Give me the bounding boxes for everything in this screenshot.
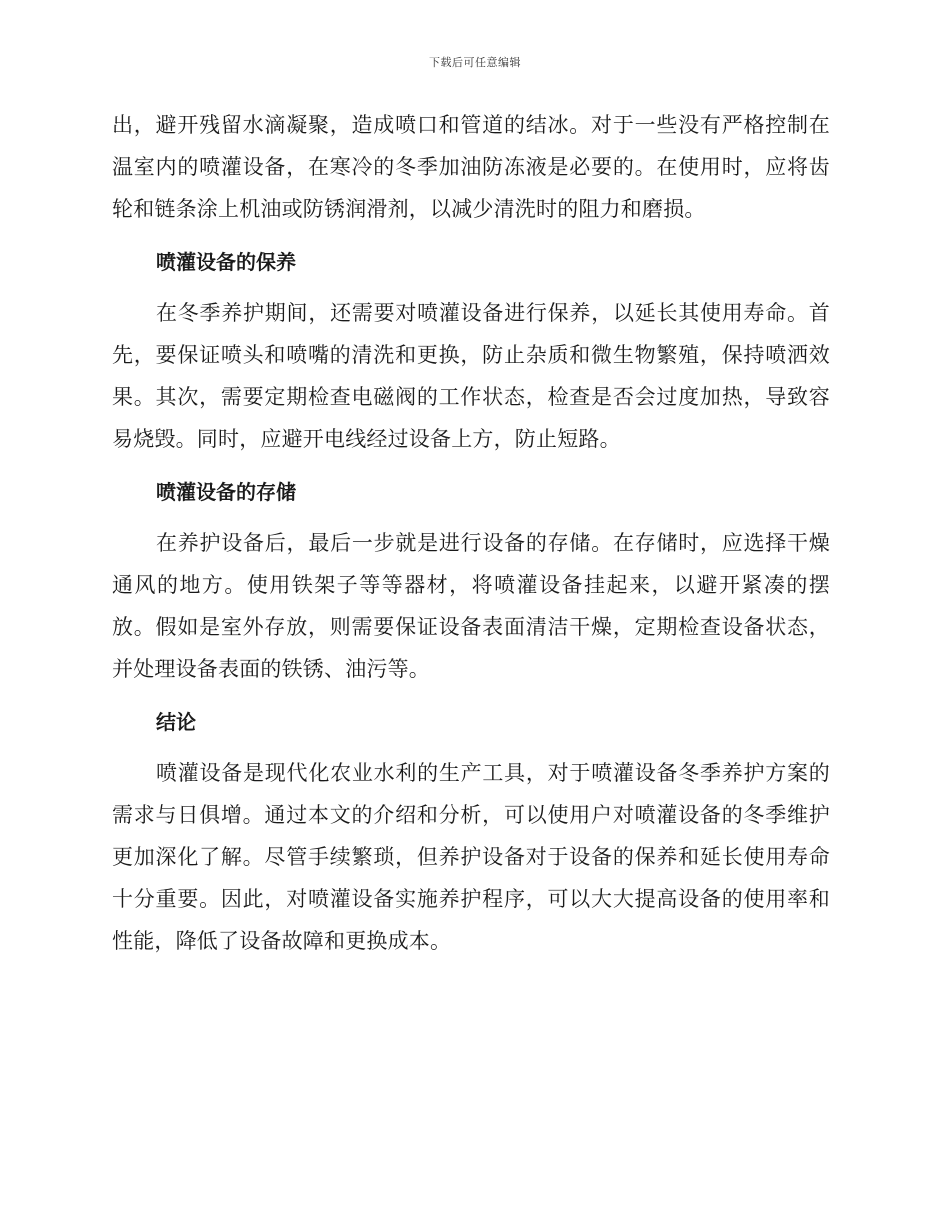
- section-heading-conclusion: 结论: [156, 710, 196, 734]
- section-body-storage: 在养护设备后，最后一步就是进行设备的存储。在存储时，应选择干燥通风的地方。使用铁架子等等器材，将喷灌设备挂起来，以避开紧凑的摆放。假如是室外存放，则需要保证设备表面清洁干燥，定期检查设备状态，并处理设备表面的铁锈、油污等。: [112, 531, 830, 681]
- section-heading-maintenance: 喷灌设备的保养: [156, 250, 296, 274]
- section-body-maintenance: 在冬季养护期间，还需要对喷灌设备进行保养，以延长其使用寿命。首先，要保证喷头和喷嘴的清洗和更换，防止杂质和微生物繁殖，保持喷洒效果。其次，需要定期检查电磁阀的工作状态，检查是否会过度加热，导致容易烧毁。同时，应避开电线经过设备上方，防止短路。: [112, 301, 830, 451]
- intro-paragraph: 出，避开残留水滴凝聚，造成喷口和管道的结冰。对于一些没有严格控制在温室内的喷灌设备，在寒冷的冬季加油防冻液是必要的。在使用时，应将齿轮和链条涂上机油或防锈润滑剂，以减少清洗时的阻力和磨损。: [112, 113, 830, 221]
- section-heading-storage: 喷灌设备的存储: [156, 480, 296, 504]
- document-body: [112, 104, 830, 962]
- page-header-note: 下载后可任意编辑: [429, 56, 521, 69]
- section-body-conclusion: 喷灌设备是现代化农业水利的生产工具，对于喷灌设备冬季养护方案的需求与日俱增。通过本文的介绍和分析，可以使用户对喷灌设备的冬季维护更加深化了解。尽管手续繁琐，但养护设备对于设备的保养和延长使用寿命十分重要。因此，对喷灌设备实施养护程序，可以大大提高设备的使用率和性能，降低了设备故障和更换成本。: [112, 761, 830, 953]
- section-storage: [112, 472, 830, 690]
- section-maintenance: [112, 242, 830, 460]
- section-conclusion: [112, 702, 830, 962]
